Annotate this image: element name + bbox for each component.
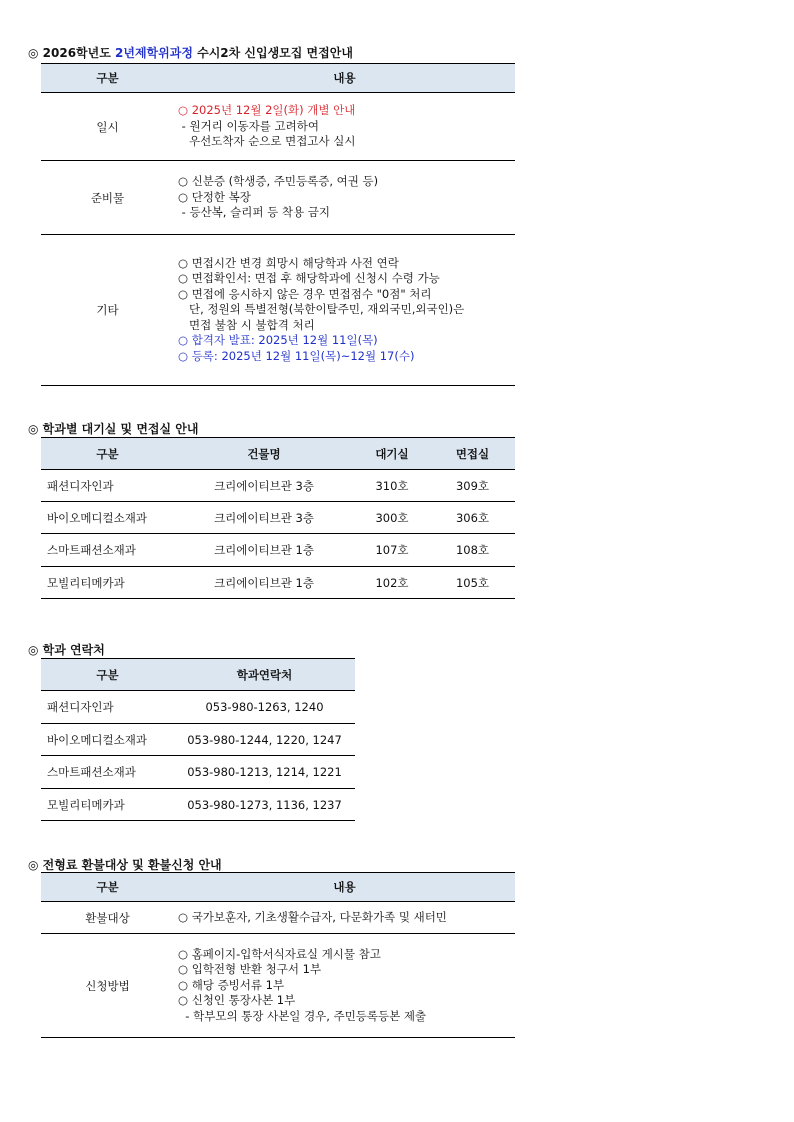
header-cell: 대기실 <box>354 438 430 470</box>
row-content <box>174 161 515 235</box>
dept-cell: 패션디자인과 <box>41 691 174 724</box>
content-line: ○ 합격자 발표: 2025년 12월 11일(목) <box>178 333 378 348</box>
content-line: ○ 신분증 (학생증, 주민등록증, 여권 등) <box>178 174 379 189</box>
contacts-table <box>41 658 355 821</box>
building-cell: 크리에이티브관 1층 <box>174 534 354 567</box>
content-line: - 학부모의 통장 사본일 경우, 주민등록등본 제출 <box>178 1008 427 1023</box>
table-row <box>41 724 355 756</box>
content-line: ○ 등록: 2025년 12월 11일(목)~12월 17(수) <box>178 348 415 363</box>
waiting-room-cell: 300호 <box>354 502 430 534</box>
table-row <box>41 902 515 934</box>
header-cell: 내용 <box>174 873 515 902</box>
table-header-row <box>41 873 515 902</box>
interview-room-cell: 309호 <box>430 470 515 502</box>
content-line: ○ 면접시간 변경 희망시 해당학과 사전 연락 <box>178 255 399 270</box>
content-line: ○ 입학전형 반환 청구서 1부 <box>178 962 322 977</box>
content-line: ○ 2025년 12월 2일(화) 개별 안내 <box>178 103 356 118</box>
dept-cell: 패션디자인과 <box>41 470 174 502</box>
waiting-room-cell: 107호 <box>354 534 430 567</box>
header-cell: 구분 <box>41 64 174 93</box>
row-content <box>174 93 515 161</box>
title-prefix: ◎ 2026학년도 <box>28 46 116 60</box>
table-row <box>41 534 515 567</box>
content-line: ○ 신청인 통장사본 1부 <box>178 993 296 1008</box>
row-content <box>174 235 515 386</box>
phone-cell: 053-980-1244, 1220, 1247 <box>174 724 355 756</box>
table-row <box>41 502 515 534</box>
waiting-room-cell: 310호 <box>354 470 430 502</box>
dept-cell: 모빌리티메카과 <box>41 567 174 599</box>
section-title-interview <box>28 44 353 61</box>
section-title-contacts: ◎ 학과 연락처 <box>28 643 105 657</box>
content-line: ○ 해당 증빙서류 1부 <box>178 977 285 992</box>
header-cell: 구분 <box>41 438 174 470</box>
table-row <box>41 934 515 1038</box>
header-cell: 학과연락처 <box>174 659 355 691</box>
interview-room-cell: 105호 <box>430 567 515 599</box>
header-cell: 구분 <box>41 659 174 691</box>
title-highlight: 2년제학위과정 <box>115 46 193 60</box>
content-line: ○ 국가보훈자, 기초생활수급자, 다문화가족 및 새터민 <box>178 909 447 924</box>
rooms-table <box>41 437 515 599</box>
row-content <box>174 934 515 1038</box>
building-cell: 크리에이티브관 3층 <box>174 502 354 534</box>
table-row <box>41 235 515 386</box>
table-row <box>41 789 355 821</box>
table-row <box>41 93 515 161</box>
phone-cell: 053-980-1263, 1240 <box>174 691 355 724</box>
row-label: 준비물 <box>41 161 174 235</box>
table-row <box>41 567 515 599</box>
content-line: 우선도착자 순으로 면접고사 실시 <box>178 134 356 149</box>
header-cell: 건물명 <box>174 438 354 470</box>
table-row <box>41 691 355 724</box>
building-cell: 크리에이티브관 3층 <box>174 470 354 502</box>
dept-cell: 바이오메디컬소재과 <box>41 502 174 534</box>
row-content <box>174 902 515 934</box>
waiting-room-cell: 102호 <box>354 567 430 599</box>
row-label: 일시 <box>41 93 174 161</box>
header-cell: 내용 <box>174 64 515 93</box>
dept-cell: 모빌리티메카과 <box>41 789 174 821</box>
dept-cell: 스마트패션소재과 <box>41 534 174 567</box>
dept-cell: 바이오메디컬소재과 <box>41 724 174 756</box>
header-cell: 면접실 <box>430 438 515 470</box>
table-row <box>41 470 515 502</box>
content-line: - 등산복, 슬리퍼 등 착용 금지 <box>178 205 330 220</box>
building-cell: 크리에이티브관 1층 <box>174 567 354 599</box>
table-header-row <box>41 64 515 93</box>
row-label: 기타 <box>41 235 174 386</box>
content-line: 면접 불참 시 불합격 처리 <box>178 317 315 332</box>
table-header-row <box>41 438 515 470</box>
content-line: ○ 면접확인서: 면접 후 해당학과에 신청시 수령 가능 <box>178 271 440 286</box>
phone-cell: 053-980-1213, 1214, 1221 <box>174 756 355 789</box>
row-label: 신청방법 <box>41 934 174 1038</box>
interview-room-cell: 306호 <box>430 502 515 534</box>
header-cell: 구분 <box>41 873 174 902</box>
section-title-rooms: ◎ 학과별 대기실 및 면접실 안내 <box>28 422 199 436</box>
content-line: ○ 면접에 응시하지 않은 경우 면접점수 "0점" 처리 <box>178 286 432 301</box>
interview-room-cell: 108호 <box>430 534 515 567</box>
table-row <box>41 161 515 235</box>
content-line: ○ 단정한 복장 <box>178 189 251 204</box>
section-title-refund: ◎ 전형료 환불대상 및 환불신청 안내 <box>28 858 222 872</box>
row-label: 환불대상 <box>41 902 174 934</box>
table-row <box>41 756 355 789</box>
content-line: 단, 정원외 특별전형(북한이탈주민, 재외국민,외국인)은 <box>178 302 465 317</box>
title-suffix: 수시2차 신입생모집 면접안내 <box>192 46 353 60</box>
phone-cell: 053-980-1273, 1136, 1237 <box>174 789 355 821</box>
refund-table <box>41 872 515 1038</box>
content-line: - 원거리 이동자를 고려하여 <box>178 118 319 133</box>
content-line: ○ 홈페이지-입학서식자료실 게시물 참고 <box>178 946 381 961</box>
interview-table <box>41 63 515 386</box>
dept-cell: 스마트패션소재과 <box>41 756 174 789</box>
table-header-row <box>41 659 355 691</box>
